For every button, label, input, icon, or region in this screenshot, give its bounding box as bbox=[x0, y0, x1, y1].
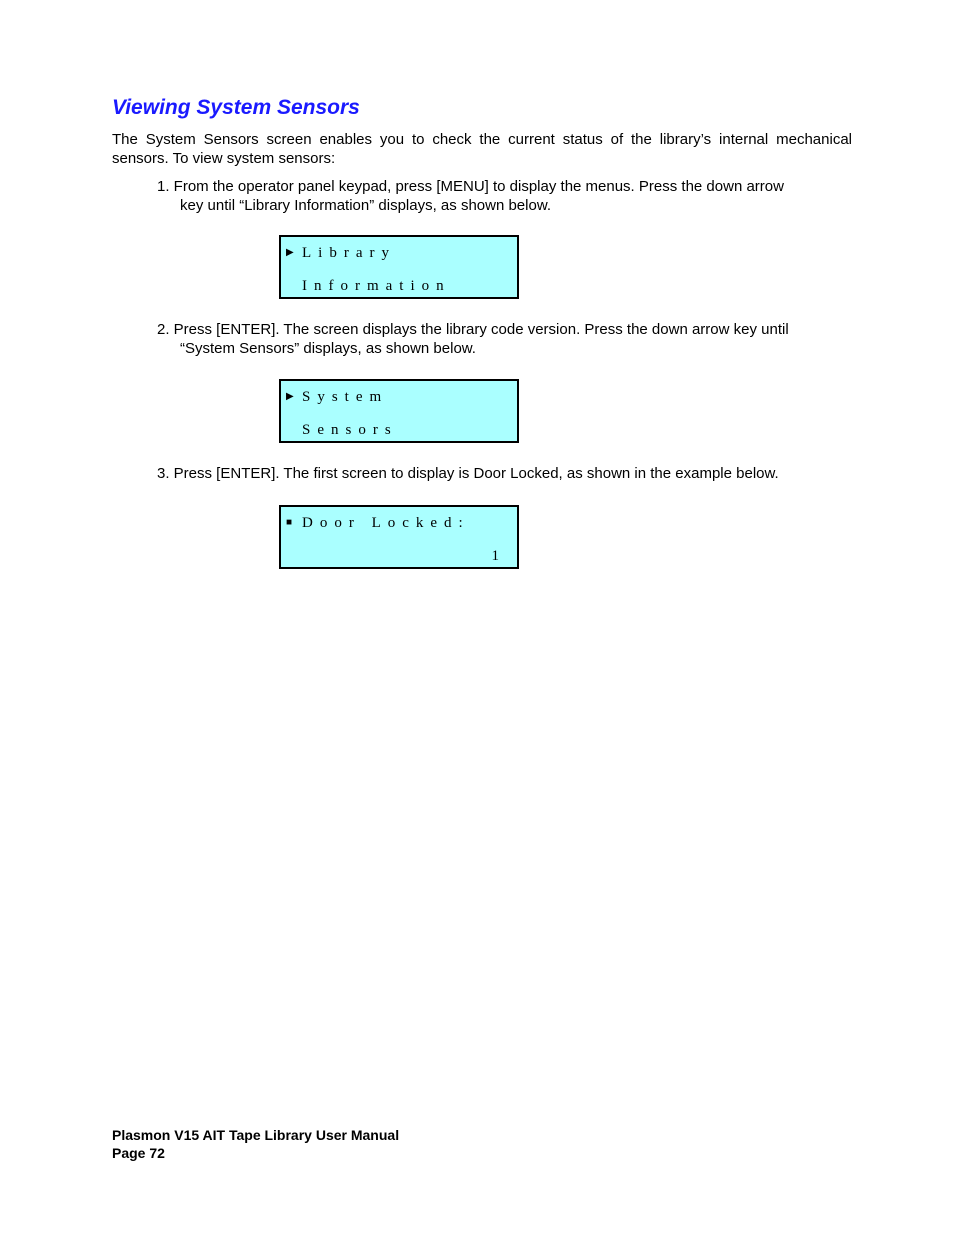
lcd-display-door-locked bbox=[279, 505, 519, 569]
step-2-text-line1: 2. Press [ENTER]. The screen displays the library code version. Press the down arrow key until bbox=[157, 321, 789, 338]
lcd-line-2: Sensors bbox=[302, 422, 398, 438]
step-1-text-line2: key until “Library Information” displays, as shown below. bbox=[180, 197, 552, 214]
step-3-text-line1: 3. Press [ENTER]. The first screen to display is Door Locked, as shown in the example below. bbox=[157, 465, 779, 482]
step-3 bbox=[157, 464, 837, 483]
intro-paragraph: The System Sensors screen enables you to check the current status of the library’s internal mechanical sensors. To view system sensors: bbox=[112, 131, 852, 167]
footer-title: Plasmon V15 AIT Tape Library User Manual bbox=[112, 1127, 400, 1143]
step-1-text-line1: 1. From the operator panel keypad, press [MENU] to display the menus. Press the down arrow bbox=[157, 178, 784, 195]
lcd-display-library-information bbox=[279, 235, 519, 299]
lcd-value: 1 bbox=[491, 548, 499, 564]
lcd-line-1: Library bbox=[302, 245, 396, 261]
step-2-text-line2: “System Sensors” displays, as shown below. bbox=[180, 340, 476, 357]
footer-page-number: Page 72 bbox=[112, 1145, 165, 1161]
arrow-marker-icon: ▶ bbox=[286, 247, 294, 258]
lcd-display-system-sensors bbox=[279, 379, 519, 443]
step-1 bbox=[157, 177, 837, 215]
step-2 bbox=[157, 320, 837, 358]
square-marker-icon: ■ bbox=[286, 517, 293, 528]
arrow-marker-icon: ▶ bbox=[286, 391, 294, 402]
lcd-line-1: Door Locked: bbox=[302, 515, 470, 531]
lcd-line-1: System bbox=[302, 389, 389, 405]
section-heading: Viewing System Sensors bbox=[112, 96, 360, 119]
lcd-line-2: Information bbox=[302, 278, 451, 294]
